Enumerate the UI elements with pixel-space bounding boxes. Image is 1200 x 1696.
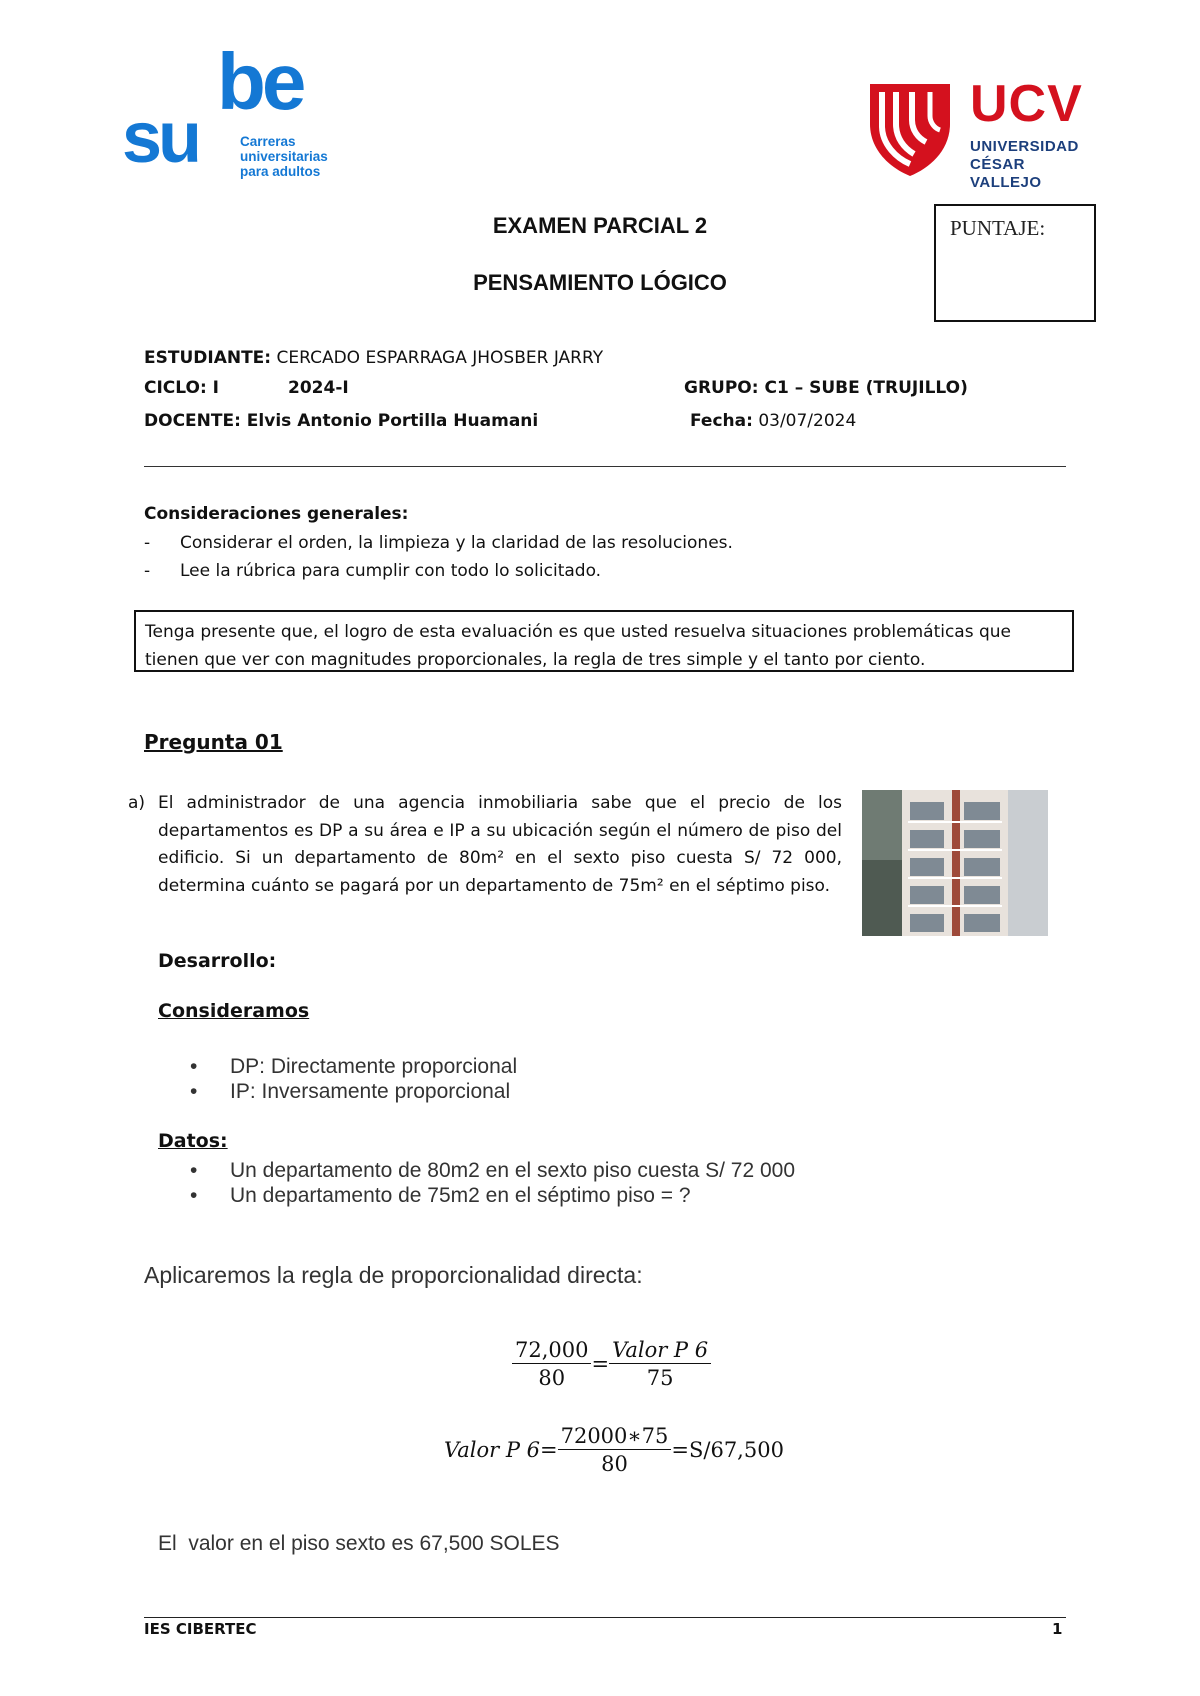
ucv-logo-subtitle: UNIVERSIDAD CÉSAR VALLEJO [970, 138, 1079, 191]
course-title: PENSAMIENTO LÓGICO [473, 270, 727, 295]
question-marker: a) [128, 793, 146, 813]
group-label: GRUPO: C1 – SUBE (TRUJILLO) [684, 378, 968, 398]
page-number: 1 [1052, 1620, 1063, 1638]
data-list [158, 1158, 795, 1208]
question-title: Pregunta 01 [144, 730, 283, 754]
date-value: 03/07/2024 [758, 411, 857, 431]
fraction-right: $\frac{\text{Valor P 6}}{75}$ [609, 1338, 711, 1390]
list-item: • IP: Inversamente proporcional [190, 1080, 511, 1103]
notice-box: Tenga presente que, el logro de esta evaluación es que usted resuelva situaciones problemáticas que tienen que ver con magnitudes proporcionales, la regla de tres simple y el tanto por ciento. [134, 610, 1074, 672]
sube-logo-tagline: Carreras universitarias para adultos [240, 134, 328, 179]
question-text: El administrador de una agencia inmobiliaria sabe que el precio de los departamentos es DP a su área e IP a su ubicación según el número de piso del edificio. Si un departamento de 80m² en el sexto piso cuesta S/ 72 000, determina cuánto se pagará por un departamento de 75m² en el séptimo piso. [158, 793, 842, 896]
list-item: • DP: Directamente proporcional [190, 1055, 518, 1078]
ucv-logo [868, 75, 1098, 191]
development-title: Desarrollo: [158, 950, 277, 972]
exam-title: EXAMEN PARCIAL 2 [492, 213, 708, 238]
cycle-value: 2024-I [288, 378, 349, 398]
consideration-item: - Lee la rúbrica para cumplir con todo lo solicitado. [144, 561, 602, 581]
cycle-label: CICLO: I [144, 378, 219, 398]
list-item: • Un departamento de 80m2 en el sexto piso cuesta S/ 72 000 [190, 1159, 796, 1182]
ucv-shield-icon [868, 82, 952, 178]
student-label: ESTUDIANTE: [144, 348, 272, 368]
considerations-title: Consideraciones generales: [144, 504, 409, 524]
fraction-calc: $\frac{72000∗75}{80}$ [558, 1424, 672, 1476]
fraction-left: $\frac{72,000}{80}$ [512, 1338, 591, 1390]
date-label: Fecha: [690, 411, 753, 431]
equation-result: Valor P 6= $\frac{72000∗75}{80}$ =S/67,500 [444, 1424, 784, 1476]
consideration-item: - Considerar el orden, la limpieza y la claridad de las resoluciones. [144, 533, 733, 553]
conclusion-text: El valor en el piso sexto es 67,500 SOLES [158, 1532, 560, 1555]
date-row [690, 411, 856, 431]
sube-logo-be: be [217, 37, 303, 126]
teacher-label: DOCENTE: Elvis Antonio Portilla Huamani [144, 411, 539, 431]
building-image [862, 790, 1048, 936]
student-name: CERCADO ESPARRAGA JHOSBER JARRY [276, 348, 604, 368]
score-box [934, 204, 1096, 322]
list-item: • Un departamento de 75m2 en el séptimo piso = ? [190, 1184, 691, 1207]
header-divider [144, 466, 1066, 467]
consider-title: Consideramos [158, 1000, 310, 1022]
footer-left: IES CIBERTEC [144, 1620, 257, 1638]
sube-logo-su: su [122, 98, 199, 178]
score-label: PUNTAJE: [950, 216, 1046, 240]
sube-logo [122, 37, 362, 182]
student-row [144, 348, 603, 368]
data-title: Datos: [158, 1130, 228, 1152]
consider-list [158, 1054, 517, 1104]
footer-divider [144, 1617, 1066, 1618]
equation-proportion: $\frac{72,000}{80}$ = $\frac{\text{Valor P 6}}{75}$ [512, 1338, 711, 1390]
ucv-logo-name: UCV [970, 75, 1083, 133]
apply-text: Aplicaremos la regla de proporcionalidad directa: [144, 1262, 643, 1288]
